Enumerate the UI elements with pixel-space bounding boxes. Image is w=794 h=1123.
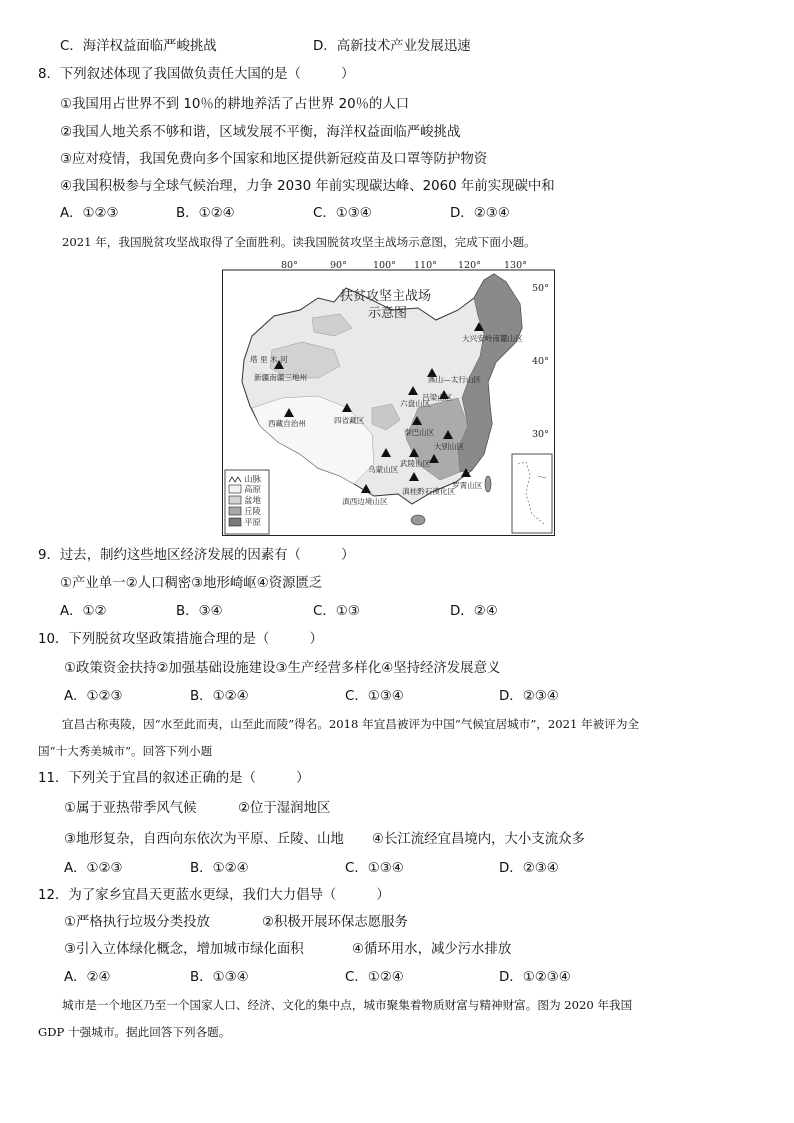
intro-yichang-line1: 宜昌古称夷陵，因“水至此而夷，山至此而陵”得名。2018 年宜昌被评为中国“气候宜居城市”，2021 年被评为全 xyxy=(62,717,640,731)
place-label: 武陵山区 xyxy=(400,459,431,468)
place-label: 新疆南疆三地州 xyxy=(254,373,308,382)
q12-item-2: ②积极开展环保志愿服务 xyxy=(262,915,408,930)
q12-option-d: D．①②③④ xyxy=(499,970,571,985)
legend-label: 丘陵 xyxy=(244,507,262,517)
q11-item-1: ①属于亚热带季风气候 xyxy=(64,801,197,816)
legend-label: 盆地 xyxy=(244,496,262,506)
q10-option-b: B．①②④ xyxy=(190,689,249,704)
legend-swatch-plain xyxy=(229,518,241,526)
place-label: 乌蒙山区 xyxy=(368,465,399,474)
lon-label: 120° xyxy=(458,260,481,271)
q9-option-a: A．①② xyxy=(60,604,107,619)
intro-yichang-line2: 国“十大秀美城市”。回答下列小题 xyxy=(38,744,213,758)
map-legend xyxy=(225,470,269,534)
q9-option-c: C．①③ xyxy=(313,604,360,619)
south-china-sea-inset xyxy=(512,454,552,533)
q11-item-4: ④长江流经宜昌境内，大小支流众多 xyxy=(372,832,585,847)
intro-cities-line2: GDP 十强城市。据此回答下列各题。 xyxy=(38,1025,231,1039)
place-label: 吕梁山区 xyxy=(422,393,453,402)
q8-option-a: A．①②③ xyxy=(60,206,119,221)
lon-label: 130° xyxy=(504,260,527,271)
q12-option-a: A．②④ xyxy=(64,970,111,985)
q11-option-a: A．①②③ xyxy=(64,861,123,876)
q7-option-d: D．高新技术产业发展迅速 xyxy=(313,39,471,54)
q7-option-c: C．海洋权益面临严峻挑战 xyxy=(60,39,217,54)
q11-item-3: ③地形复杂，自西向东依次为平原、丘陵、山地 xyxy=(64,832,344,847)
place-label: 大兴安岭南麓山区 xyxy=(462,334,523,343)
q11-option-b: B．①②④ xyxy=(190,861,249,876)
q10-option-a: A．①②③ xyxy=(64,689,123,704)
place-label: 燕山—太行山区 xyxy=(428,375,482,384)
legend-swatch-basin xyxy=(229,496,241,504)
q10-items: ①政策资金扶持②加强基础设施建设③生产经营多样化④坚持经济发展意义 xyxy=(64,661,501,676)
place-label: 滇西边境山区 xyxy=(342,497,388,506)
intro-poverty: 2021 年，我国脱贫攻坚战取得了全面胜利。读我国脱贫攻坚主战场示意图，完成下面小题。 xyxy=(62,235,536,249)
place-label: 秦巴山区 xyxy=(404,428,435,437)
q12-option-c: C．①②④ xyxy=(345,970,404,985)
q9-stem: 9．过去，制约这些地区经济发展的因素有（ ） xyxy=(38,548,355,563)
poverty-map-figure xyxy=(222,258,555,536)
place-label: 塔 里 木 河 xyxy=(250,355,288,364)
q8-item-4: ④我国积极参与全球气候治理，力争 2030 年前实现碳达峰、2060 年前实现碳中和 xyxy=(60,179,555,194)
intro-cities-line1: 城市是一个地区乃至一个国家人口、经济、文化的集中点，城市聚集着物质财富与精神财富。图为 2020 年我国 xyxy=(62,998,633,1012)
place-label: 四省藏区 xyxy=(334,416,365,425)
lon-label: 100° xyxy=(373,260,396,271)
lat-label: 50° xyxy=(532,283,549,294)
q8-option-d: D．②③④ xyxy=(450,206,510,221)
hainan-island xyxy=(411,515,425,525)
legend-swatch-hills xyxy=(229,507,241,515)
lat-label: 40° xyxy=(532,356,549,367)
place-label: 西藏自治州 xyxy=(268,419,306,428)
q8-item-1: ①我国用占世界不到 10％的耕地养活了占世界 20％的人口 xyxy=(60,97,410,112)
legend-label: 平原 xyxy=(244,518,262,528)
q9-option-d: D．②④ xyxy=(450,604,498,619)
q10-option-d: D．②③④ xyxy=(499,689,559,704)
q10-stem: 10．下列脱贫攻坚政策措施合理的是（ ） xyxy=(38,632,323,647)
q8-option-b: B．①②④ xyxy=(176,206,235,221)
place-label: 大别山区 xyxy=(434,442,465,451)
q10-option-c: C．①③④ xyxy=(345,689,404,704)
legend-swatch-plateau xyxy=(229,485,241,493)
q8-item-2: ②我国人地关系不够和谐，区域发展不平衡，海洋权益面临严峻挑战 xyxy=(60,125,461,140)
lon-label: 80° xyxy=(281,260,298,271)
place-label: 罗霄山区 xyxy=(452,481,483,490)
q8-item-3: ③应对疫情，我国免费向多个国家和地区提供新冠疫苗及口罩等防护物资 xyxy=(60,152,488,167)
taiwan-island xyxy=(485,476,491,492)
lon-label: 110° xyxy=(414,260,437,271)
q11-option-d: D．②③④ xyxy=(499,861,559,876)
q11-item-2: ②位于湿润地区 xyxy=(238,801,331,816)
q9-option-b: B．③④ xyxy=(176,604,223,619)
place-label: 六盘山区 xyxy=(400,399,431,408)
q12-item-4: ④循环用水，减少污水排放 xyxy=(352,942,512,957)
lon-label: 90° xyxy=(330,260,347,271)
q8-stem: 8．下列叙述体现了我国做负责任大国的是（ ） xyxy=(38,67,355,82)
q12-item-3: ③引入立体绿化概念，增加城市绿化面积 xyxy=(64,942,304,957)
q12-option-b: B．①③④ xyxy=(190,970,249,985)
map-title-line1: 扶贫攻坚主战场 xyxy=(340,289,432,304)
q11-stem: 11．下列关于宜昌的叙述正确的是（ ） xyxy=(38,771,310,786)
q11-option-c: C．①③④ xyxy=(345,861,404,876)
map-title-line2: 示意图 xyxy=(368,306,408,321)
legend-label: 高原 xyxy=(244,485,262,495)
q12-stem: 12．为了家乡宜昌天更蓝水更绿，我们大力倡导（ ） xyxy=(38,888,390,903)
place-label: 滇桂黔石漠化区 xyxy=(402,487,456,496)
q12-item-1: ①严格执行垃圾分类投放 xyxy=(64,915,210,930)
q9-items: ①产业单一②人口稠密③地形崎岖④资源匮乏 xyxy=(60,576,323,591)
lat-label: 30° xyxy=(532,429,549,440)
legend-label: 山脉 xyxy=(244,475,262,485)
q8-option-c: C．①③④ xyxy=(313,206,372,221)
